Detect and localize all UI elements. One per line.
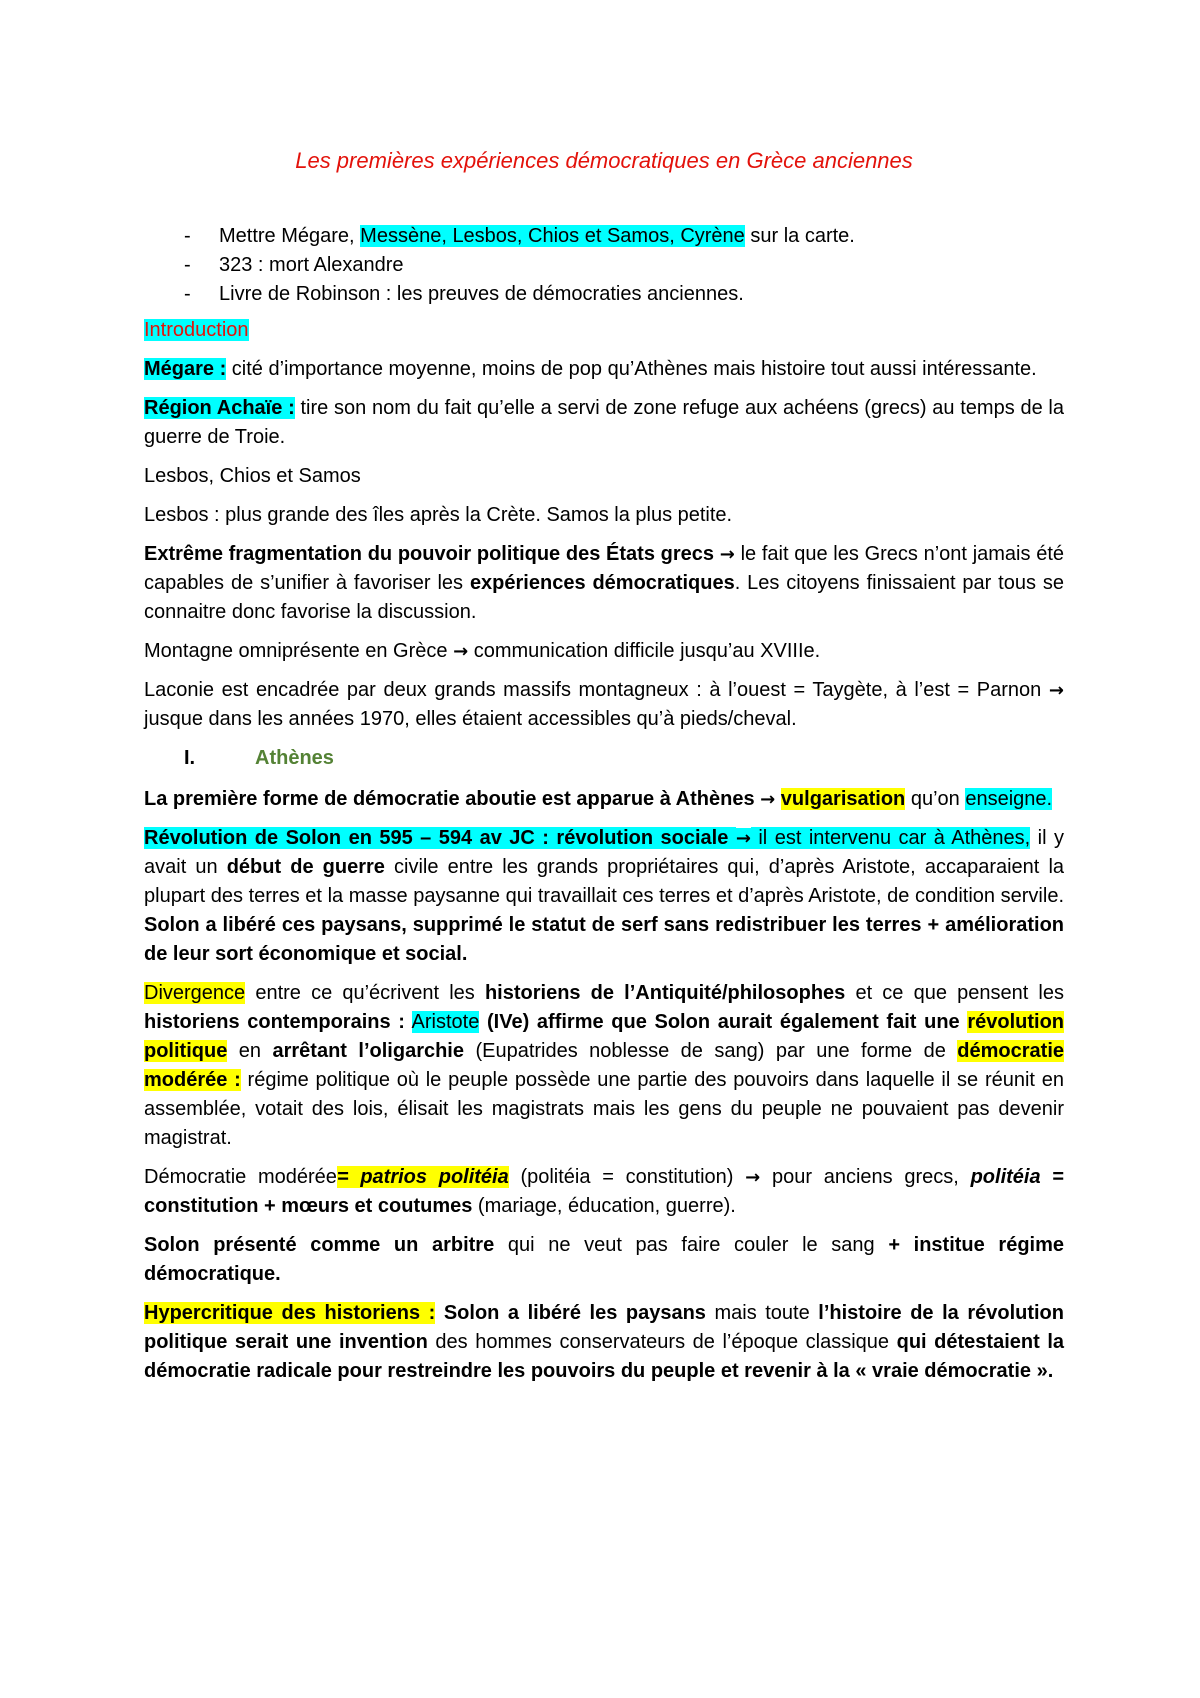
arrow-icon: →	[1048, 680, 1064, 701]
paragraph-text: qu’on	[905, 788, 966, 810]
bold-text: + institue régime démocratique.	[144, 1234, 1064, 1285]
list-item	[144, 251, 1064, 280]
paragraph-text: entre ce qu’écrivent les	[245, 982, 485, 1004]
paragraph-text: . Les citoyens finissaient par tous se connaitre donc favorise la discussion.	[144, 572, 1064, 623]
paragraph-montagne	[144, 637, 1064, 666]
bold-text: (IVe) affirme que Solon aurait également fait une	[479, 1011, 968, 1033]
bold-text: Solon présenté comme un arbitre	[144, 1234, 495, 1256]
paragraph-text: communication difficile jusqu’au XVIIIe.	[468, 640, 821, 662]
bold-text: historiens contemporains :	[144, 1011, 405, 1033]
paragraph-text: régime politique où le peuple possède une partie des pouvoirs dans laquelle il se réunit en assemblée, votait des lois, élisait les magistrats mais les gens du peuple ne pouvaient pas devenir magistrat.	[144, 1069, 1064, 1149]
section-title: Athènes	[255, 747, 334, 769]
bold-text: qui détestaient la démocratie radicale pour restreindre les pouvoirs du peuple et revenir à la « vraie démocratie ».	[144, 1331, 1064, 1382]
arrow-icon: →	[719, 544, 735, 565]
paragraph-text: qui ne veut pas faire couler le sang	[494, 1234, 889, 1256]
paragraph-laconie	[144, 676, 1064, 734]
paragraph-text: (Eupatrides noblesse de sang) par une forme de	[464, 1040, 958, 1062]
paragraph-solon-arbitre	[144, 1231, 1064, 1289]
arrow-icon: →	[453, 641, 469, 662]
paragraph-islands: Lesbos, Chios et Samos	[144, 465, 361, 487]
highlighted-term: démocratie modérée :	[144, 1040, 1065, 1091]
paragraph-achaie	[144, 394, 1064, 452]
megare-label: Mégare :	[144, 358, 227, 380]
paragraph-text: mais toute	[705, 1302, 819, 1324]
highlighted-term: = patrios politéia	[336, 1166, 509, 1188]
bold-text: historiens de l’Antiquité/philosophes	[484, 982, 846, 1004]
paragraph-text: jusque dans les années 1970, elles étaient accessibles qu’à pieds/cheval.	[144, 708, 797, 730]
paragraph-text: des hommes conservateurs de l’époque classique	[427, 1331, 897, 1353]
paragraph-hypercritique	[144, 1299, 1064, 1386]
highlighted-term: il est intervenu car à Athènes,	[750, 827, 1031, 849]
section-number: I.	[184, 747, 196, 769]
paragraph-text: Laconie est encadrée par deux grands massifs montagneux : à l’ouest = Taygète, à l’est = Parnon	[144, 679, 1049, 701]
paragraph-divergence	[144, 979, 1064, 1153]
paragraph-democratie-moderee	[144, 1163, 1064, 1221]
paragraph-text: (mariage, éducation, guerre).	[472, 1195, 736, 1217]
highlighted-term: Hypercritique des historiens :	[144, 1302, 436, 1324]
paragraph-fragmentation	[144, 540, 1064, 627]
paragraph-lesbos: Lesbos : plus grande des îles après la Crète. Samos la plus petite.	[144, 504, 733, 526]
paragraph-text: Montagne omniprésente en Grèce	[144, 640, 454, 662]
bullet-text: sur la carte.	[744, 225, 855, 247]
paragraph-text: il y avait un	[144, 827, 1065, 878]
highlighted-term: révolution politique	[144, 1011, 1065, 1062]
paragraph-text: le fait que les Grecs n’ont jamais été capables de s’unifier à favoriser les	[144, 543, 1064, 594]
bold-text: l’histoire de la révolution politique serait une invention	[144, 1302, 1064, 1353]
paragraph-text: et ce que pensent les	[845, 982, 1064, 1004]
highlighted-term: enseigne.	[965, 788, 1053, 810]
paragraph-text: cité d’importance moyenne, moins de pop qu’Athènes mais histoire tout aussi intéressante.	[226, 358, 1037, 380]
bold-text: expériences démocratiques	[469, 572, 735, 594]
introduction-heading-text: Introduction	[144, 319, 249, 341]
bullet-text: 323 : mort Alexandre	[219, 254, 404, 276]
paragraph-text: tire son nom du fait qu’elle a servi de zone refuge aux achéens (grecs) au temps de la guerre de Troie.	[144, 397, 1065, 448]
paragraph-text	[405, 1011, 412, 1033]
list-item	[144, 222, 1064, 251]
bold-text: arrêtant l’oligarchie	[272, 1040, 464, 1062]
arrow-icon: →	[760, 789, 776, 810]
paragraph-athenes-intro	[144, 785, 1064, 814]
introduction-heading	[144, 316, 1064, 345]
highlighted-places: Messène, Lesbos, Chios et Samos, Cyrène	[360, 225, 745, 247]
paragraph-text: Démocratie modérée	[144, 1166, 337, 1188]
bold-text: Solon a libéré ces paysans, supprimé le statut de serf sans redistribuer les terres + amélioration de leur sort économique et social.	[144, 914, 1064, 965]
bold-text: = constitution + mœurs et coutumes	[144, 1166, 1064, 1217]
list-item	[144, 280, 1064, 309]
paragraph-text: pour anciens grecs,	[760, 1166, 971, 1188]
bold-text: La première forme de démocratie aboutie est apparue à Athènes	[144, 788, 755, 810]
paragraph-text: en	[227, 1040, 273, 1062]
highlighted-term: vulgarisation	[780, 788, 906, 810]
paragraph-text: civile entre les grands propriétaires qui, d’après Aristote, accaparaient la plupart des terres et la masse paysanne qui travaillait ces terres et d’après Aristote, de condition servile.	[144, 856, 1065, 907]
highlighted-term: Révolution de Solon en 595 – 594 av JC : révolution sociale	[144, 827, 736, 849]
section-heading-athenes	[144, 744, 1064, 773]
paragraph-megare	[144, 355, 1064, 384]
arrow-icon: →	[735, 828, 751, 849]
paragraph-solon-revolution	[144, 824, 1064, 969]
bullet-text: Livre de Robinson : les preuves de démocraties anciennes.	[219, 283, 744, 305]
bullet-text: Mettre Mégare,	[219, 225, 361, 247]
bold-italic-text: politéia	[970, 1166, 1041, 1188]
bullet-dash: -	[184, 254, 191, 276]
achaie-label: Région Achaïe :	[144, 397, 295, 419]
bullet-list	[144, 222, 1064, 309]
document-content	[144, 146, 1064, 1396]
document-title: Les premières expériences démocratiques en Grèce anciennes	[295, 148, 913, 173]
highlighted-term: Divergence	[144, 982, 246, 1004]
paragraph-text: (politéia = constitution)	[508, 1166, 746, 1188]
bold-text: Solon a libéré les paysans	[435, 1302, 706, 1324]
arrow-icon: →	[745, 1167, 761, 1188]
bullet-dash: -	[184, 283, 191, 305]
bold-text: début de guerre	[226, 856, 385, 878]
bold-text: Extrême fragmentation du pouvoir politique des États grecs	[144, 543, 715, 565]
highlighted-term: Aristote	[411, 1011, 480, 1033]
bullet-dash: -	[184, 225, 191, 247]
